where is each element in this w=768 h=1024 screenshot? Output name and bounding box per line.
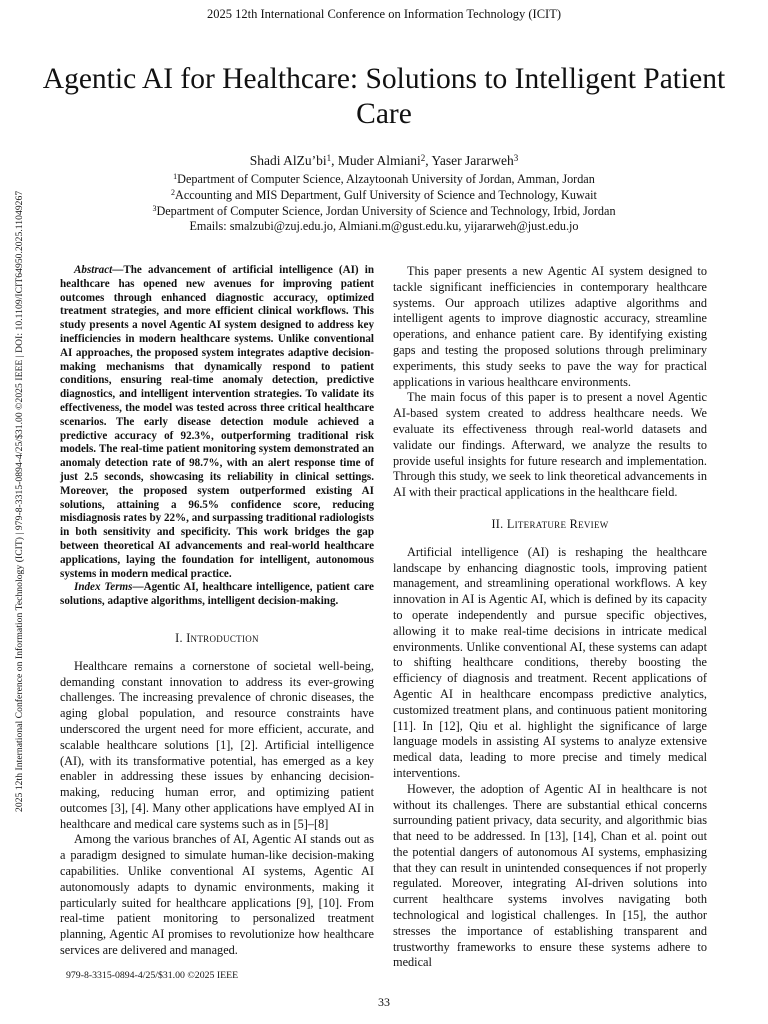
- affiliation-1-sup: 1: [173, 172, 178, 181]
- side-metadata-text: 2025 12th International Conference on Information Technology (ICIT) | 979-8-3315-0894-4/25/$31.00 ©2025 IEEE | DOI: 10.1109/ICIT64950.2025.11049267: [14, 190, 25, 812]
- affiliation-1: [0, 172, 768, 188]
- index-terms-label: Index Terms: [74, 581, 133, 594]
- intro-paragraph-2: Among the various branches of AI, Agentic AI stands out as a paradigm designed to simulate human-like decision-making capabilities. Unlike conventional AI systems, Agentic AI autonomously adapts to dynamic environments, making it particularly suited for healthcare applications [9], [10]. From real-time patient monitoring to personalized treatment planning, Agentic AI promises to revolutionize how healthcare services are delivered and managed.: [60, 832, 374, 958]
- index-terms-text: —Agentic AI, healthcare intelligence, patient care solutions, adaptive algorithms, intelligent decision-making.: [60, 581, 374, 608]
- affiliation-2-text: Accounting and MIS Department, Gulf University of Science and Technology, Kuwait: [175, 187, 597, 202]
- emails: Emails: smalzubi@zuj.edu.jo, Almiani.m@gust.edu.ku, yijararweh@just.edu.jo: [189, 219, 579, 234]
- author-separator: ,: [425, 153, 432, 168]
- page-number: 33: [378, 995, 390, 1009]
- section-heading-literature-review: II. Literature Review: [491, 516, 609, 531]
- section-heading-introduction: I. Introduction: [175, 630, 259, 645]
- right-column: [393, 264, 707, 971]
- conference-header: 2025 12th International Conference on Information Technology (ICIT): [207, 7, 561, 21]
- affiliation-3: [0, 204, 768, 220]
- paper-title: Agentic AI for Healthcare: Solutions to Intelligent Patient Care: [42, 63, 726, 130]
- author-3-sup: 3: [513, 153, 519, 163]
- author-list: [0, 153, 768, 169]
- author-2-sup: 2: [420, 153, 426, 163]
- lit-paragraph-1: Artificial intelligence (AI) is reshaping the healthcare landscape by enhancing diagnostic tools, improving patient management, and streamlining operational workflows. A key innovation in AI is Agentic AI, which is defined by its capacity to operate independently and pursue specific objectives, allowing it to make real-time decisions in intricate medical environments. Unlike conventional AI, these systems can adapt to shifting healthcare conditions, thereby boosting the efficiency of diagnosis and treatment. Recent applications of Agentic AI in healthcare encompass predictive analytics, customized treatment plans, and continuous patient monitoring [11]. In [12], Qiu et al. highlight the significance of large language models in assisting AI systems to analyze extensive medical data, leading to more precise and timely medical interventions.: [393, 544, 707, 780]
- affiliation-2: [0, 188, 768, 204]
- intro-paragraph-1: Healthcare remains a cornerstone of societal well-being, demanding constant innovation to address its ever-growing challenges. The increasing prevalence of chronic diseases, the aging global population, and resource constraints have underscored the urgent need for more efficient, accurate, and scalable healthcare solutions [1], [2]. Artificial intelligence (AI), with its transformative potential, has emerged as a key enabler in addressing these issues by enhancing decision-making, reducing human error, and optimizing patient outcomes [3], [4]. Many other applications have emplyed AI in healthcare and medical care systems such as in [5]–[8]: [60, 658, 374, 831]
- author-3: Yaser Jararweh: [431, 153, 514, 168]
- index-terms: [60, 581, 374, 609]
- lit-paragraph-2: However, the adoption of Agentic AI in healthcare is not without its challenges. There are substantial ethical concerns surrounding patient privacy, data security, and algorithmic bias that need to be addressed. In [13], [14], Chan et al. point out the potential dangers of autonomous AI systems, emphasizing that they can result in unintended consequences if not properly regulated. Moreover, integrating AI-driven solutions into current healthcare systems involves navigating both technological and logistical challenges. In [15], the author stresses the importance of establishing transparent and trustworthy frameworks to ensure these systems adhere to medical: [393, 781, 707, 970]
- affiliation-1-text: Department of Computer Science, Alzaytoonah University of Jordan, Amman, Jordan: [177, 172, 595, 186]
- affiliations: [0, 172, 768, 235]
- affiliation-3-text: Department of Computer Science, Jordan University of Science and Technology, Irbid, Jordan: [156, 203, 616, 218]
- affiliation-3-sup: 3: [152, 203, 157, 213]
- intro-paragraph-3: This paper presents a new Agentic AI system designed to tackle significant inefficiencies in contemporary healthcare systems. Our approach utilizes adaptive algorithms and intelligent agents to improve diagnostic accuracy, streamline operations, and enhance patient care. By identifying existing gaps and testing the proposed solutions through preliminary experiments, this study seeks to pave the way for practical applications in various healthcare environments.: [393, 264, 707, 389]
- author-1-sup: 1: [326, 153, 332, 163]
- author-2: Muder Almiani: [337, 153, 421, 168]
- intro-paragraph-4: The main focus of this paper is to present a novel Agentic AI-based system created to address healthcare needs. We evaluate its effectiveness through real-world datasets and validate our findings. Afterward, we analyze the results to provide useful insights for future research and implementation. Through this study, we seek to link theoretical advancements in AI with their practical applications in the healthcare field.: [393, 390, 707, 500]
- author-separator: ,: [331, 153, 338, 168]
- affiliation-2-sup: 2: [171, 187, 176, 197]
- copyright-notice: 979-8-3315-0894-4/25/$31.00 ©2025 IEEE: [66, 970, 239, 981]
- abstract: [60, 264, 374, 581]
- left-column: [60, 264, 374, 959]
- abstract-text: —The advancement of artificial intelligence (AI) in healthcare has opened new avenues for improving patient outcomes through enhanced diagnostic accuracy, optimized treatment strategies, and more efficient clinical workflows. This study presents a novel Agentic AI system designed to address key inefficiencies in modern healthcare systems. Unlike conventional AI approaches, the proposed system integrates adaptive decision-making mechanisms that dynamically respond to patient conditions, ensuring real-time anomaly detection, predictive diagnostics, and intelligent intervention strategies. To validate its effectiveness, the model was tested across three critical healthcare scenarios. The early disease detection module achieved a predictive accuracy of 92.3%, outperforming traditional risk models. The real-time patient monitoring system demonstrated an anomaly detection rate of 98.7%, with an alert response time of just 2.5 seconds, showcasing its reliability in clinical settings. Moreover, the proposed system outperformed existing AI solutions, attaining a 96.5% confidence score, reducing misdiagnosis rates by 22%, and surpassing traditional radiologists in both sensitivity and specificity. This work bridges the gap between theoretical AI advancements and real-world healthcare applications, laying the foundation for intelligent, autonomous systems in modern medical practice.: [60, 264, 374, 580]
- abstract-label: Abstract: [74, 264, 113, 276]
- author-1: Shadi AlZu’bi: [249, 153, 327, 168]
